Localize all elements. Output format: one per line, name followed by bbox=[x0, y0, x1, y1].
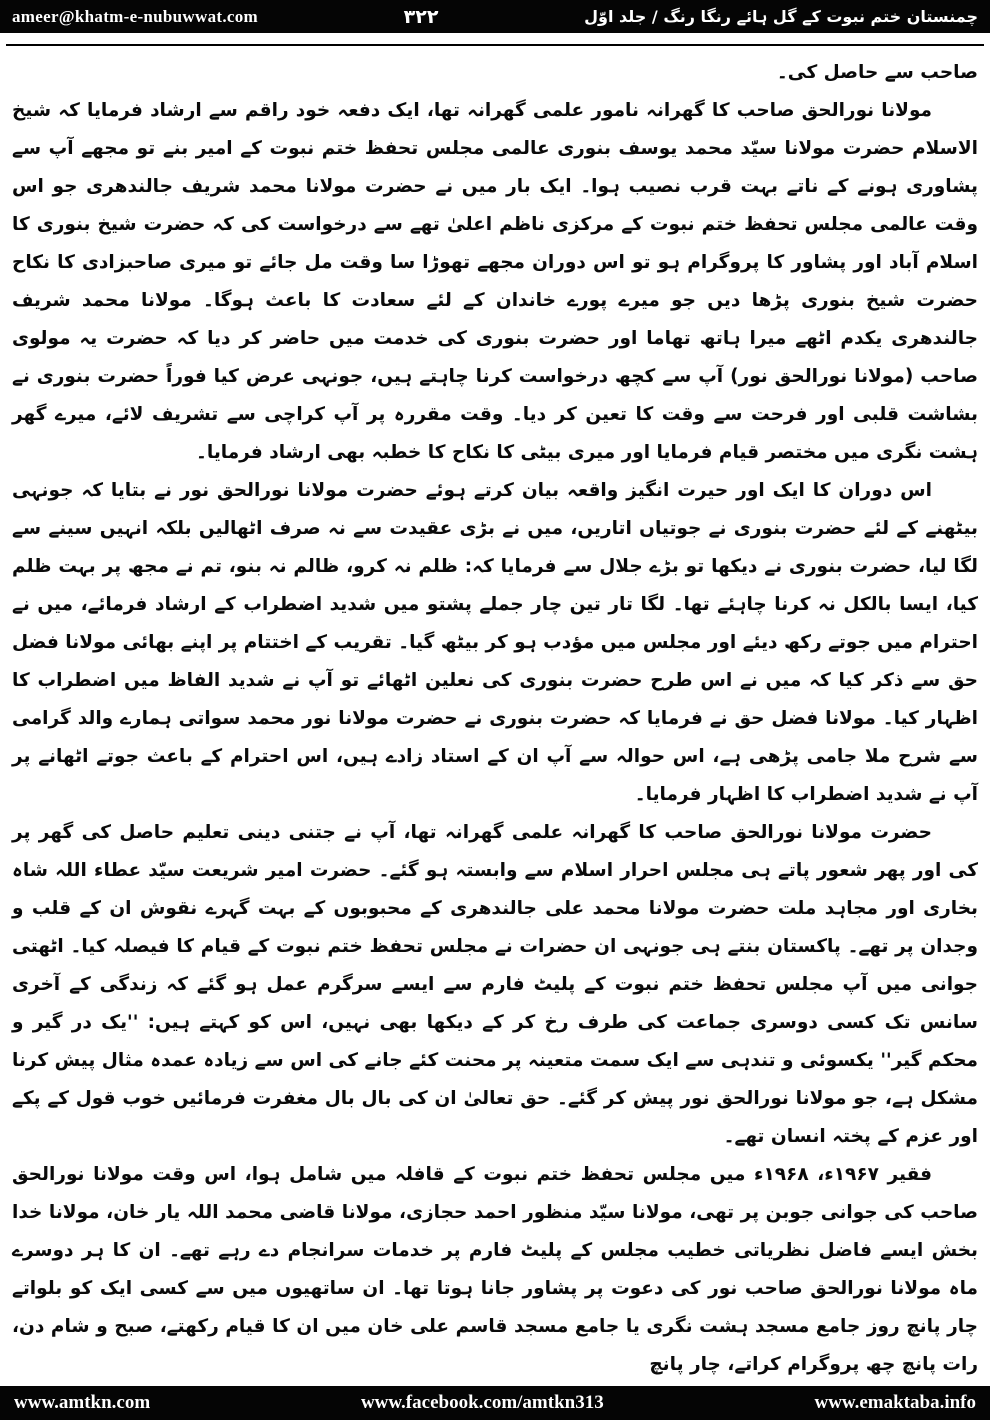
footer-url-amtkn: www.amtkn.com bbox=[14, 1392, 151, 1413]
page-number: ۳۲۲ bbox=[403, 5, 439, 28]
page-header bbox=[0, 0, 990, 33]
page-footer bbox=[0, 1386, 990, 1420]
book-title: چمنستان ختم نبوت کے گل ہائے رنگا رنگ / جلد اوّل bbox=[584, 7, 978, 26]
page-body-text bbox=[0, 46, 990, 1386]
paragraph: مولانا نورالحق صاحب کا گھرانہ نامور علمی گھرانہ تھا، ایک دفعہ خود راقم سے ارشاد فرمایا کہ شیخ الاسلام حضرت مولانا سیّد محمد یوسف بنوری عالمی مجلس تحفظ ختم نبوت کے امیر بنے تو مجھے آپ سے پشاوری ہونے کے ناتے بہت قرب نصیب ہوا۔ ایک بار میں نے حضرت مولانا محمد شریف جالندھری جو اس وقت عالمی مجلس تحفظ ختم نبوت کے مرکزی ناظم اعلیٰ تھے سے درخواست کی کہ حضرت شیخ بنوری کا اسلام آباد اور پشاور کا پروگرام ہو تو اس دوران مجھے تھوڑا سا وقت مل جائے تو میری صاحبزادی کا نکاح حضرت شیخ بنوری پڑھا دیں جو میرے پورے خاندان کے لئے سعادت کا باعث ہوگا۔ مولانا محمد شریف جالندھری یکدم اٹھے میرا ہاتھ تھاما اور حضرت بنوری کی خدمت میں حاضر کر دیا کہ حضرت یہ مولوی صاحب (مولانا نورالحق نور) آپ سے کچھ درخواست کرنا چاہتے ہیں، جونہی عرض کیا فوراً حضرت بنوری نے بشاشت قلبی اور فرحت سے وقت کا تعین کر دیا۔ وقت مقررہ پر آپ کراچی سے تشریف لائے، میرے گھر ہشت نگری میں مختصر قیام فرمایا اور میری بیٹی کا نکاح کا خطبہ بھی ارشاد فرمایا۔ bbox=[12, 100, 978, 463]
paragraph: صاحب سے حاصل کی۔ bbox=[776, 62, 978, 83]
footer-url-emaktaba: www.emaktaba.info bbox=[814, 1392, 976, 1413]
paragraph: حضرت مولانا نورالحق صاحب کا گھرانہ علمی گھرانہ تھا، آپ نے جتنی دینی تعلیم حاصل کی گھر پر کی اور پھر شعور پاتے ہی مجلس احرار اسلام سے وابستہ ہو گئے۔ حضرت امیر شریعت سیّد عطاء اللہ شاہ بخاری اور مجاہد ملت حضرت مولانا محمد علی جالندھری کے محبوبوں کے بہت گہرے نقوش ان کے قلب و وجدان پر تھے۔ پاکستان بنتے ہی جونہی ان حضرات نے مجلس تحفظ ختم نبوت کے قیام کا فیصلہ کیا۔ اٹھتی جوانی میں آپ مجلس تحفظ ختم نبوت کے پلیٹ فارم سے ایسے سرگرم عمل ہو گئے کہ زندگی کے آخری سانس تک کسی دوسری جماعت کی طرف رخ کر کے دیکھا بھی نہیں، اس کو کہتے ہیں: ''یک در گیر و محکم گیر'' یکسوئی و تندہی سے ایک سمت متعینہ پر محنت کئے جانے کی اس سے زیادہ عمدہ مثال پیش کرنا مشکل ہے، جو مولانا نورالحق نور پیش کر گئے۔ حق تعالیٰ ان کی بال بال مغفرت فرمائیں خوب قول کے پکے اور عزم کے پختہ انسان تھے۔ bbox=[12, 822, 978, 1147]
contact-email: ameer@khatm-e-nubuwwat.com bbox=[12, 6, 258, 26]
paragraph: اس دوران کا ایک اور حیرت انگیز واقعہ بیان کرتے ہوئے حضرت مولانا نورالحق نور نے بتایا کہ جونہی بیٹھنے کے لئے حضرت بنوری نے جوتیاں اتاریں، میں نے بڑی عقیدت سے نہ صرف اٹھالیں بلکہ انہیں سینے سے لگا لیا، حضرت بنوری نے دیکھا تو بڑے جلال سے فرمایا کہ: ظلم نہ کرو، ظالم نہ بنو، تم نے مجھ پر بہت ظلم کیا، ایسا بالکل نہ کرنا چاہئے تھا۔ لگا تار تین چار جملے پشتو میں شدید اضطراب کے ارشاد فرمائے، میں نے احترام میں جوتے رکھ دیئے اور مجلس میں مؤدب ہو کر بیٹھ گیا۔ تقریب کے اختتام پر اپنے بھائی مولانا فضل حق سے ذکر کیا کہ میں نے اس طرح حضرت بنوری کی نعلین اٹھائے تو آپ نے شدید الفاظ میں اضطراب کا اظہار کیا۔ مولانا فضل حق نے فرمایا کہ حضرت بنوری نے حضرت مولانا نور محمد سواتی ہمارے والد گرامی سے شرح ملا جامی پڑھی ہے، اس حوالہ سے آپ ان کے استاد زادے ہیں، اس احترام کے باعث جوتے اٹھانے پر آپ نے شدید اضطراب کا اظہار فرمایا۔ bbox=[12, 480, 978, 805]
paragraph: فقیر ۱۹۶۷ء، ۱۹۶۸ء میں مجلس تحفظ ختم نبوت کے قافلہ میں شامل ہوا، اس وقت مولانا نورالحق صاحب کی جوانی جوبن پر تھی، مولانا سیّد منظور احمد حجازی، مولانا قاضی محمد اللہ یار خان، مولانا خدا بخش ایسے فاضل نظریاتی خطیب مجلس کے پلیٹ فارم پر خدمات سرانجام دے رہے تھے۔ ان کا ہر دوسرے ماہ مولانا نورالحق صاحب نور کی دعوت پر پشاور جانا ہوتا تھا۔ ان ساتھیوں میں سے کسی ایک کو بلواتے چار پانچ روز جامع مسجد ہشت نگری یا جامع مسجد قاسم علی خان میں ان کا قیام رکھتے، صبح و شام دن، رات پانچ چھ پروگرام کراتے، چار پانچ bbox=[12, 1164, 978, 1375]
footer-url-facebook: www.facebook.com/amtkn313 bbox=[360, 1392, 604, 1413]
